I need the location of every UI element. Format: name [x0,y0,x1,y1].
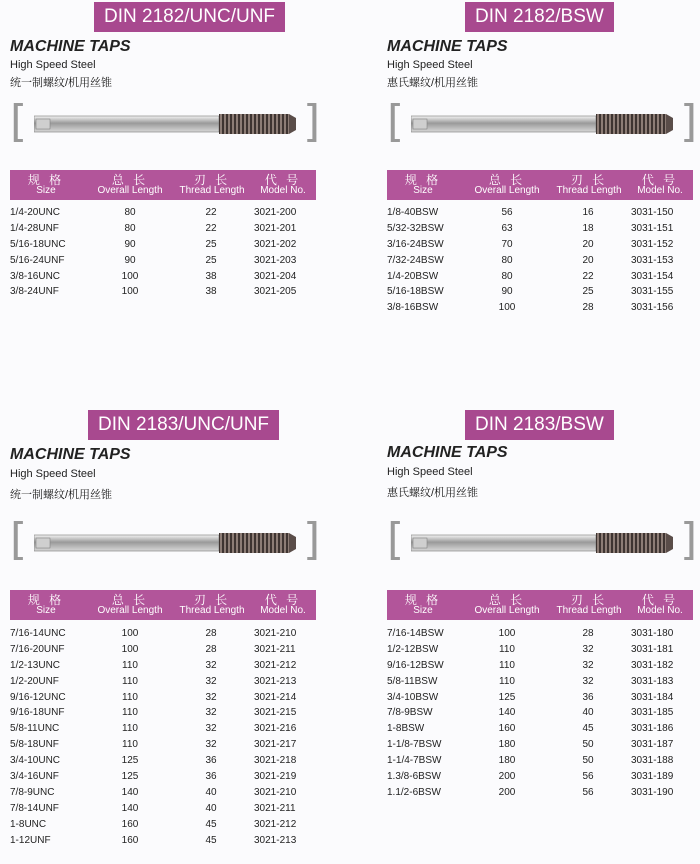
model-no-cell: 3031-183 [631,675,674,687]
thread-length-cell: 32 [205,675,217,687]
model-no-cell: 3021-204 [254,270,297,282]
overall-length-cell: 70 [501,238,513,250]
table-row [387,238,693,254]
col-thread-en: Thread Length [179,185,245,196]
thread-length-cell: 38 [205,286,217,298]
product-panel-din2182-bsw [387,0,700,330]
spec-table-body [10,206,316,301]
model-no-cell: 3021-211 [254,802,296,814]
model-no-cell: 3031-188 [631,755,674,767]
size-cell: 5/16-18BSW [387,286,444,298]
size-cell: 7/8-9UNC [10,786,55,798]
table-row [387,675,693,691]
col-overall-en: Overall Length [97,185,163,196]
thread-length-cell: 32 [205,707,217,719]
table-row [10,802,316,818]
right-bracket: ] [680,96,698,147]
size-cell: 1/2-12BSW [387,643,439,655]
thread-length-cell: 40 [205,802,217,814]
table-row [10,206,316,222]
product-title: MACHINE TAPS [387,38,508,55]
overall-length-cell: 110 [499,659,515,671]
thread-length-cell: 22 [582,270,594,282]
model-no-cell: 3031-151 [631,222,674,234]
size-cell: 5/8-18UNF [10,739,59,751]
left-bracket: [ [10,96,28,147]
table-row [387,786,693,802]
thread-length-cell: 45 [205,818,217,830]
table-row [387,285,693,301]
table-row [387,270,693,286]
overall-length-cell: 110 [122,675,138,687]
size-cell: 1/4-20BSW [387,270,439,282]
table-row [10,254,316,270]
right-bracket: ] [303,96,321,147]
overall-length-cell: 140 [498,707,516,719]
overall-length-cell: 56 [501,207,513,218]
thread-length-cell: 56 [582,786,594,798]
table-row [10,770,316,786]
col-model-cn: 代 号 [641,173,679,187]
thread-length-cell: 28 [205,643,217,655]
model-no-cell: 3021-212 [254,818,297,830]
size-cell: 1-1/8-7BSW [387,739,442,751]
size-cell: 3/4-10UNC [10,755,61,767]
thread-length-cell: 32 [582,659,594,671]
col-overall-cn: 总 长 [111,173,149,187]
col-thread-en: Thread Length [556,185,622,196]
model-no-cell: 3031-190 [631,786,674,798]
thread-length-cell: 40 [582,707,594,719]
model-no-cell: 3021-202 [254,238,297,250]
table-row [10,285,316,301]
col-model-cn: 代 号 [641,593,679,607]
col-size-en: Size [36,605,56,616]
table-row [10,834,316,850]
table-row [387,222,693,238]
model-no-cell: 3031-154 [631,270,674,282]
col-overall-en: Overall Length [474,185,540,196]
standard-badge: DIN 2182/BSW [465,2,614,32]
size-cell: 9/16-12BSW [387,659,444,671]
model-no-cell: 3031-152 [631,238,674,250]
overall-length-cell: 125 [498,691,516,703]
overall-length-cell: 110 [122,707,138,719]
thread-length-cell: 28 [205,628,217,639]
table-row [10,627,316,643]
standard-badge: DIN 2182/UNC/UNF [94,2,285,32]
col-size-en: Size [36,185,56,196]
product-panel-din2183-unc-unf [10,410,340,864]
thread-length-cell: 32 [205,691,217,703]
overall-length-cell: 90 [501,286,513,298]
overall-length-cell: 90 [124,238,136,250]
overall-length-cell: 160 [121,818,139,830]
material-label: High Speed Steel [10,59,96,71]
table-row [10,270,316,286]
overall-length-cell: 200 [498,771,516,783]
table-row [387,659,693,675]
table-row [387,301,693,317]
model-no-cell: 3031-181 [631,643,674,655]
model-no-cell: 3021-218 [254,755,297,767]
standard-badge: DIN 2183/UNC/UNF [88,410,279,440]
model-no-cell: 3021-203 [254,254,297,266]
thread-type-label: 统一制螺纹/机用丝锥 [10,489,113,501]
table-header [387,170,693,200]
model-no-cell: 3031-182 [631,659,674,671]
product-title: MACHINE TAPS [387,444,508,461]
overall-length-cell: 200 [498,786,516,798]
spec-table-body [387,206,693,317]
overall-length-cell: 140 [121,802,139,814]
overall-length-cell: 100 [498,628,516,639]
thread-length-cell: 28 [582,628,594,639]
thread-length-cell: 45 [205,834,217,846]
size-cell: 3/16-24BSW [387,238,444,250]
col-thread-en: Thread Length [179,605,245,616]
size-cell: 7/8-14UNF [10,802,59,814]
table-row [10,675,316,691]
product-panel-din2183-bsw [387,410,700,864]
thread-length-cell: 45 [582,723,594,735]
overall-length-cell: 100 [121,628,139,639]
overall-length-cell: 160 [498,723,516,735]
overall-length-cell: 160 [121,834,139,846]
overall-length-cell: 80 [501,270,513,282]
thread-length-cell: 20 [582,254,594,266]
thread-length-cell: 32 [582,643,594,655]
product-panel-din2182-unc-unf [10,0,340,330]
table-row [387,643,693,659]
thread-length-cell: 38 [205,270,217,282]
tap-image [411,113,673,135]
col-thread-cn: 刃 长 [193,173,231,187]
thread-length-cell: 25 [582,286,594,298]
size-cell: 1/8-40BSW [387,207,439,218]
size-cell: 5/8-11BSW [387,675,438,687]
col-model-en: Model No. [260,185,306,196]
col-thread-cn: 刃 长 [193,593,231,607]
size-cell: 1.1/2-6BSW [387,786,441,798]
thread-length-cell: 20 [582,238,594,250]
product-title: MACHINE TAPS [10,38,131,55]
thread-type-label: 惠氏螺纹/机用丝锥 [387,77,479,89]
model-no-cell: 3021-217 [254,739,297,751]
left-bracket: [ [387,514,405,565]
size-cell: 3/8-16BSW [387,302,439,314]
overall-length-cell: 100 [121,286,139,298]
thread-length-cell: 22 [205,222,217,234]
material-label: High Speed Steel [10,468,96,480]
size-cell: 5/32-32BSW [387,222,444,234]
table-row [387,254,693,270]
size-cell: 3/8-16UNC [10,270,61,282]
overall-length-cell: 110 [122,723,138,735]
model-no-cell: 3031-150 [631,207,674,218]
size-cell: 3/4-16UNF [10,771,59,783]
col-size-cn: 规 格 [27,173,65,187]
thread-length-cell: 32 [205,739,217,751]
model-no-cell: 3031-184 [631,691,674,703]
table-row [387,706,693,722]
thread-length-cell: 25 [205,254,217,266]
size-cell: 5/8-11UNC [10,723,60,735]
table-row [387,738,693,754]
model-no-cell: 3021-216 [254,723,297,735]
model-no-cell: 3021-200 [254,207,297,218]
model-no-cell: 3021-201 [254,222,297,234]
thread-length-cell: 32 [582,675,594,687]
size-cell: 1/4-20UNC [10,207,61,218]
size-cell: 7/16-20UNF [10,643,65,655]
overall-length-cell: 80 [124,222,136,234]
tap-image [34,532,296,554]
table-row [10,706,316,722]
thread-length-cell: 36 [205,771,217,783]
left-bracket: [ [387,96,405,147]
size-cell: 1-8UNC [10,818,47,830]
size-cell: 1/2-20UNF [10,675,59,687]
overall-length-cell: 63 [501,222,513,234]
size-cell: 3/8-24UNF [10,286,59,298]
table-row [10,738,316,754]
overall-length-cell: 100 [121,643,139,655]
model-no-cell: 3021-210 [254,786,297,798]
size-cell: 9/16-18UNF [10,707,65,719]
table-header [10,170,316,200]
table-row [10,754,316,770]
col-thread-en: Thread Length [556,605,622,616]
size-cell: 7/16-14BSW [387,628,444,639]
thread-length-cell: 56 [582,771,594,783]
thread-length-cell: 36 [205,755,217,767]
size-cell: 1-1/4-7BSW [387,755,442,767]
table-row [10,722,316,738]
overall-length-cell: 110 [499,675,515,687]
model-no-cell: 3021-213 [254,834,297,846]
table-header [10,590,316,620]
thread-length-cell: 50 [582,755,594,767]
thread-length-cell: 32 [205,723,217,735]
col-size-en: Size [413,605,433,616]
model-no-cell: 3021-214 [254,691,297,703]
model-no-cell: 3031-189 [631,771,674,783]
product-title: MACHINE TAPS [10,446,131,463]
spec-table-body [10,627,316,849]
col-overall-en: Overall Length [97,605,163,616]
table-row [10,659,316,675]
standard-badge: DIN 2183/BSW [465,410,614,440]
model-no-cell: 3021-213 [254,675,297,687]
thread-length-cell: 50 [582,739,594,751]
model-no-cell: 3031-155 [631,286,674,298]
size-cell: 7/8-9BSW [387,707,433,719]
table-row [387,722,693,738]
table-row [10,786,316,802]
table-row [10,222,316,238]
col-overall-cn: 总 长 [488,593,526,607]
col-thread-cn: 刃 长 [570,593,608,607]
model-no-cell: 3021-212 [254,659,297,671]
size-cell: 1.3/8-6BSW [387,771,441,783]
table-row [387,691,693,707]
overall-length-cell: 110 [499,643,515,655]
overall-length-cell: 80 [124,207,136,218]
col-thread-cn: 刃 长 [570,173,608,187]
thread-length-cell: 22 [205,207,217,218]
col-size-cn: 规 格 [27,593,65,607]
overall-length-cell: 110 [122,659,138,671]
thread-length-cell: 25 [205,238,217,250]
table-row [387,770,693,786]
model-no-cell: 3031-186 [631,723,674,735]
model-no-cell: 3031-187 [631,739,674,751]
model-no-cell: 3031-185 [631,707,674,719]
size-cell: 1-12UNF [10,834,51,846]
model-no-cell: 3021-211 [254,643,296,655]
table-row [10,238,316,254]
table-row [10,643,316,659]
model-no-cell: 3031-153 [631,254,674,266]
material-label: High Speed Steel [387,466,473,478]
col-model-en: Model No. [637,185,683,196]
col-overall-cn: 总 长 [111,593,149,607]
col-model-cn: 代 号 [264,173,302,187]
col-overall-en: Overall Length [474,605,540,616]
size-cell: 1-8BSW [387,723,425,735]
thread-type-label: 统一制螺纹/机用丝锥 [10,77,113,89]
overall-length-cell: 180 [498,739,516,751]
thread-type-label: 惠氏螺纹/机用丝锥 [387,487,479,499]
model-no-cell: 3021-215 [254,707,297,719]
col-model-cn: 代 号 [264,593,302,607]
table-row [10,691,316,707]
right-bracket: ] [303,514,321,565]
model-no-cell: 3021-205 [254,286,297,298]
material-label: High Speed Steel [387,59,473,71]
table-row [387,206,693,222]
size-cell: 7/32-24BSW [387,254,444,266]
size-cell: 1/2-13UNC [10,659,61,671]
table-row [10,818,316,834]
table-header [387,590,693,620]
right-bracket: ] [680,514,698,565]
model-no-cell: 3031-180 [631,628,674,639]
left-bracket: [ [10,514,28,565]
overall-length-cell: 140 [121,786,139,798]
overall-length-cell: 80 [501,254,513,266]
spec-table-body [387,627,693,802]
model-no-cell: 3021-210 [254,628,297,639]
overall-length-cell: 180 [498,755,516,767]
overall-length-cell: 100 [121,270,139,282]
size-cell: 7/16-14UNC [10,628,66,639]
size-cell: 5/16-18UNC [10,238,66,250]
col-size-cn: 规 格 [404,173,442,187]
thread-length-cell: 36 [582,691,594,703]
thread-length-cell: 18 [582,222,594,234]
tap-image [411,532,673,554]
size-cell: 9/16-12UNC [10,691,66,703]
thread-length-cell: 28 [582,302,594,314]
thread-length-cell: 40 [205,786,217,798]
col-overall-cn: 总 长 [488,173,526,187]
overall-length-cell: 125 [121,771,139,783]
model-no-cell: 3031-156 [631,302,674,314]
col-model-en: Model No. [260,605,306,616]
overall-length-cell: 125 [121,755,139,767]
overall-length-cell: 100 [498,302,516,314]
model-no-cell: 3021-219 [254,771,297,783]
size-cell: 3/4-10BSW [387,691,439,703]
col-size-cn: 规 格 [404,593,442,607]
overall-length-cell: 110 [122,739,138,751]
col-size-en: Size [413,185,433,196]
table-row [387,627,693,643]
overall-length-cell: 110 [122,691,138,703]
thread-length-cell: 32 [205,659,217,671]
size-cell: 5/16-24UNF [10,254,65,266]
table-row [387,754,693,770]
overall-length-cell: 90 [124,254,136,266]
size-cell: 1/4-28UNF [10,222,59,234]
tap-image [34,113,296,135]
col-model-en: Model No. [637,605,683,616]
thread-length-cell: 16 [582,207,594,218]
